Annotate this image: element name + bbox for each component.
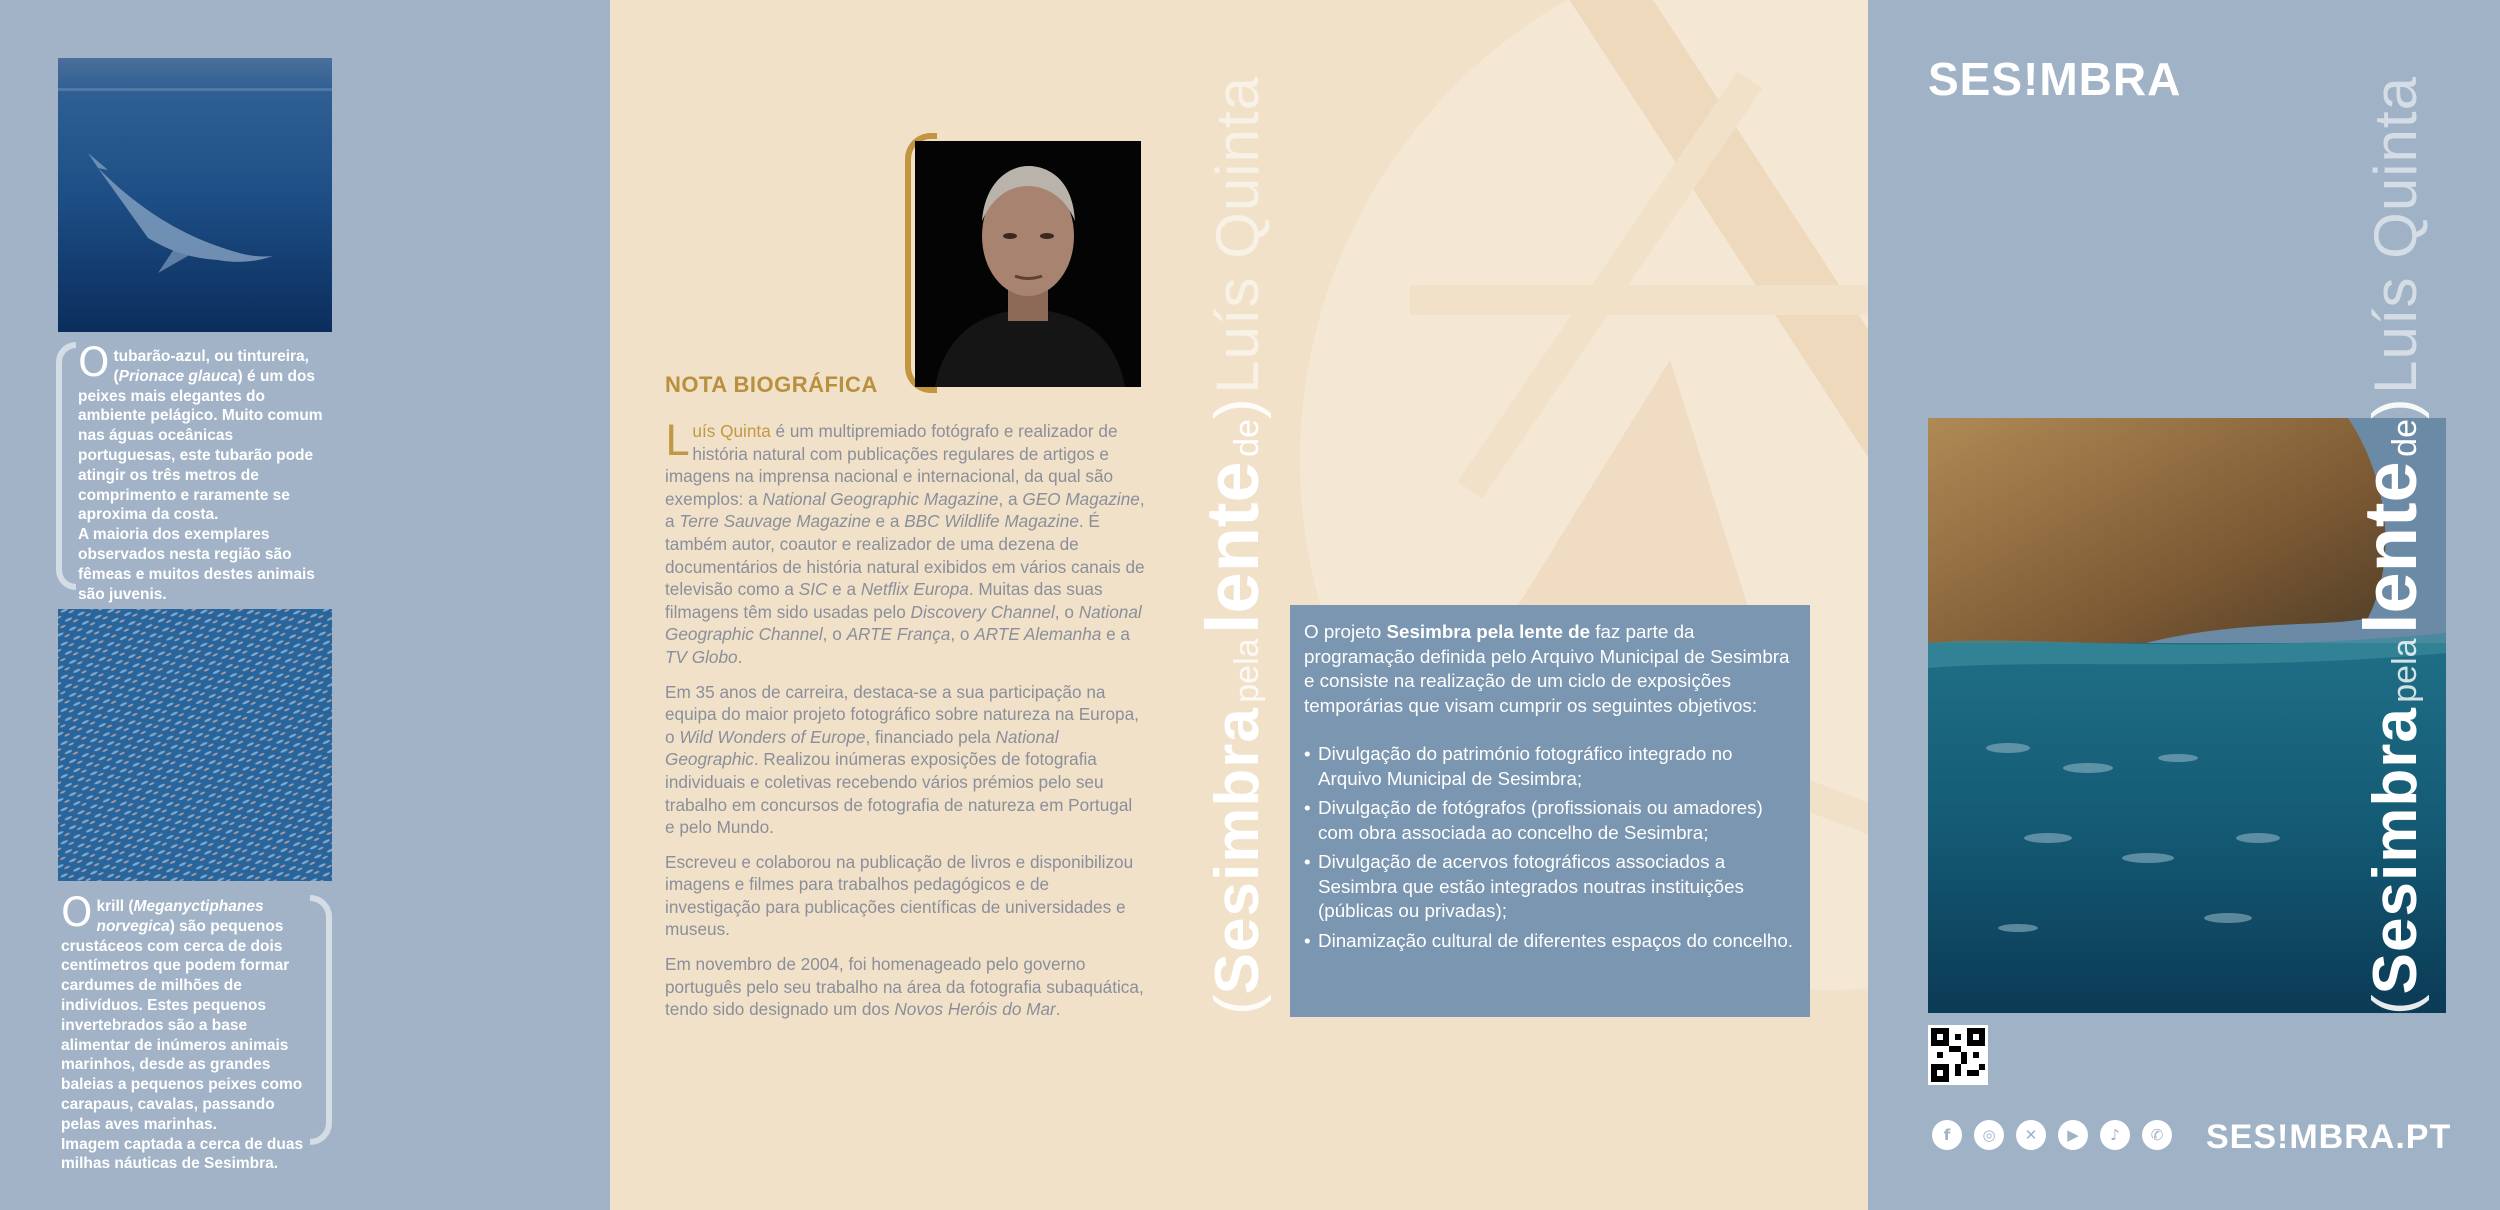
logo-lente: lente [1191,461,1274,634]
bio-text [665,416,1145,1033]
project-info-box [1290,605,1810,1017]
bio-paragraph: Em 35 anos de carreira, destaca-se a sua participação na equipa do maior projeto fotográfico sobre natureza na Europa, o Wild Wonders of Europe, financiado pela National Geographic. Realizou inúmeras exposições de fotografia individuais e coletivas recebendo vários prémios pelo seu trabalho em concursos de fotografia de natureza em Portugal e pelo Mundo. [665,681,1139,838]
bio-title: NOTA BIOGRÁFICA [665,372,878,397]
caption-bracket [56,342,76,590]
whatsapp-icon[interactable]: ✆ [2142,1120,2172,1150]
logo-pela: pela [2386,638,2424,703]
logo-lente: lente [2349,461,2432,634]
social-links [1932,1120,2172,1150]
logo-photographer-name: Luís Quinta [2362,76,2429,394]
project-intro: O projeto Sesimbra pela lente de faz parte da programação definida pelo Arquivo Municipal de Sesimbra e consiste na realização de um ciclo de exposições temporárias que visam cumprir os seguintes objetivos: [1304,621,1790,716]
logo-de: de [1228,419,1266,457]
logo-de: de [2386,419,2424,457]
left-panel [0,0,610,1210]
list-item: • Dinamização cultural de diferentes espaços do concelho. [1304,929,1796,954]
logo-photographer-name: Luís Quinta [1204,76,1271,394]
caption-initial: O [61,890,93,936]
caption-initial: O [78,340,110,386]
logo-sesimbra: Sesimbra [1203,707,1272,995]
blue-shark-caption: O tubarão-azul, ou tintureira, (Prionace glauca) é um dos peixes mais elegantes do ambiente pelágico. Muito comum nas águas oceânicas portuguesas, este tubarão pode atingir os três metros de comprimento e raramente se aproxima da costa. A maioria dos exemplares observados nesta região são fêmeas e muitos destes animais são juvenis. [78,340,323,603]
tiktok-icon[interactable]: ♪ [2100,1120,2130,1150]
bio-name: uís Quinta [692,421,771,441]
bio-paragraph: Luís Quinta é um multipremiado fotógrafo e realizador de história natural com publicações regulares de artigos e imagens na imprensa nacional e internacional, da qual são exemplos: a National Geographic Magazine, a GEO Magazine, a Terre Sauvage Magazine e a BBC Wildlife Magazine. É também autor, coautor e realizador de uma dezena de documentários de história natural exibidos em vários canais de televisão como a SIC e a Netflix Europa. Muitas das suas filmagens têm sido usadas pelo Discovery Channel, o National Geographic Channel, o ARTE França, o ARTE Alemanha e a TV Globo. [665,416,1145,667]
krill-photo [58,609,332,881]
krill-caption: O krill (Meganyctiphanes norvegica) são pequenos crustáceos com cerca de dois centímetros que podem formar cardumes de milhões de indivíduos. Estes pequenos invertebrados são a base alimentar de inúmeros animais marinhos, desde as grandes baleias a pequenos peixes como carapaus, cavalas, passando pelas aves marinhas. Imagem captada a cerca de duas milhas náuticas de Sesimbra. [61,890,304,1173]
blue-shark-photo [58,58,332,332]
logo-pela: pela [1228,638,1266,703]
bio-paragraph: Escreveu e colaborou na publicação de livros e disponibilizou imagens e filmes para trabalhos pedagógicos e de investigação para publicações científicas de universidades e museus. [665,851,1134,940]
instagram-icon[interactable]: ◎ [1974,1120,2004,1150]
sesimbra-logo: SES!MBRA [1928,53,2182,105]
logo-sesimbra: Sesimbra [2361,707,2430,995]
facebook-icon[interactable]: f [1932,1120,1962,1150]
luis-quinta-portrait [915,141,1141,387]
list-item: • Divulgação de fotógrafos (profissionais ou amadores) com obra associada ao concelho de Sesimbra; [1304,796,1796,845]
bio-initial: L [665,416,689,465]
qr-code[interactable] [1928,1025,1988,1085]
list-item: • Divulgação do património fotográfico integrado no Arquivo Municipal de Sesimbra; [1304,742,1796,791]
cover-vertical-logo: (Sesimbra pela lente de) Luís Quinta [2349,76,2432,1015]
right-panel [1868,0,2500,1210]
list-item: • Divulgação de acervos fotográficos associados a Sesimbra que estão integrados noutras instituições (públicas ou privadas); [1304,850,1796,924]
website-link[interactable]: SES!MBRA.PT [2206,1118,2452,1156]
caption-bracket [310,895,332,1145]
bio-paragraph: Em novembro de 2004, foi homenageado pelo governo português pelo seu trabalho na área da fotografia subaquática, tendo sido designado um dos Novos Heróis do Mar. [665,954,1144,1020]
vertical-project-logo: (Sesimbra pela lente de) Luís Quinta [1191,76,1274,1015]
middle-panel [610,0,1868,1210]
objectives-list [1304,742,1796,953]
youtube-icon[interactable]: ▶ [2058,1120,2088,1150]
x-icon[interactable]: ✕ [2016,1120,2046,1150]
